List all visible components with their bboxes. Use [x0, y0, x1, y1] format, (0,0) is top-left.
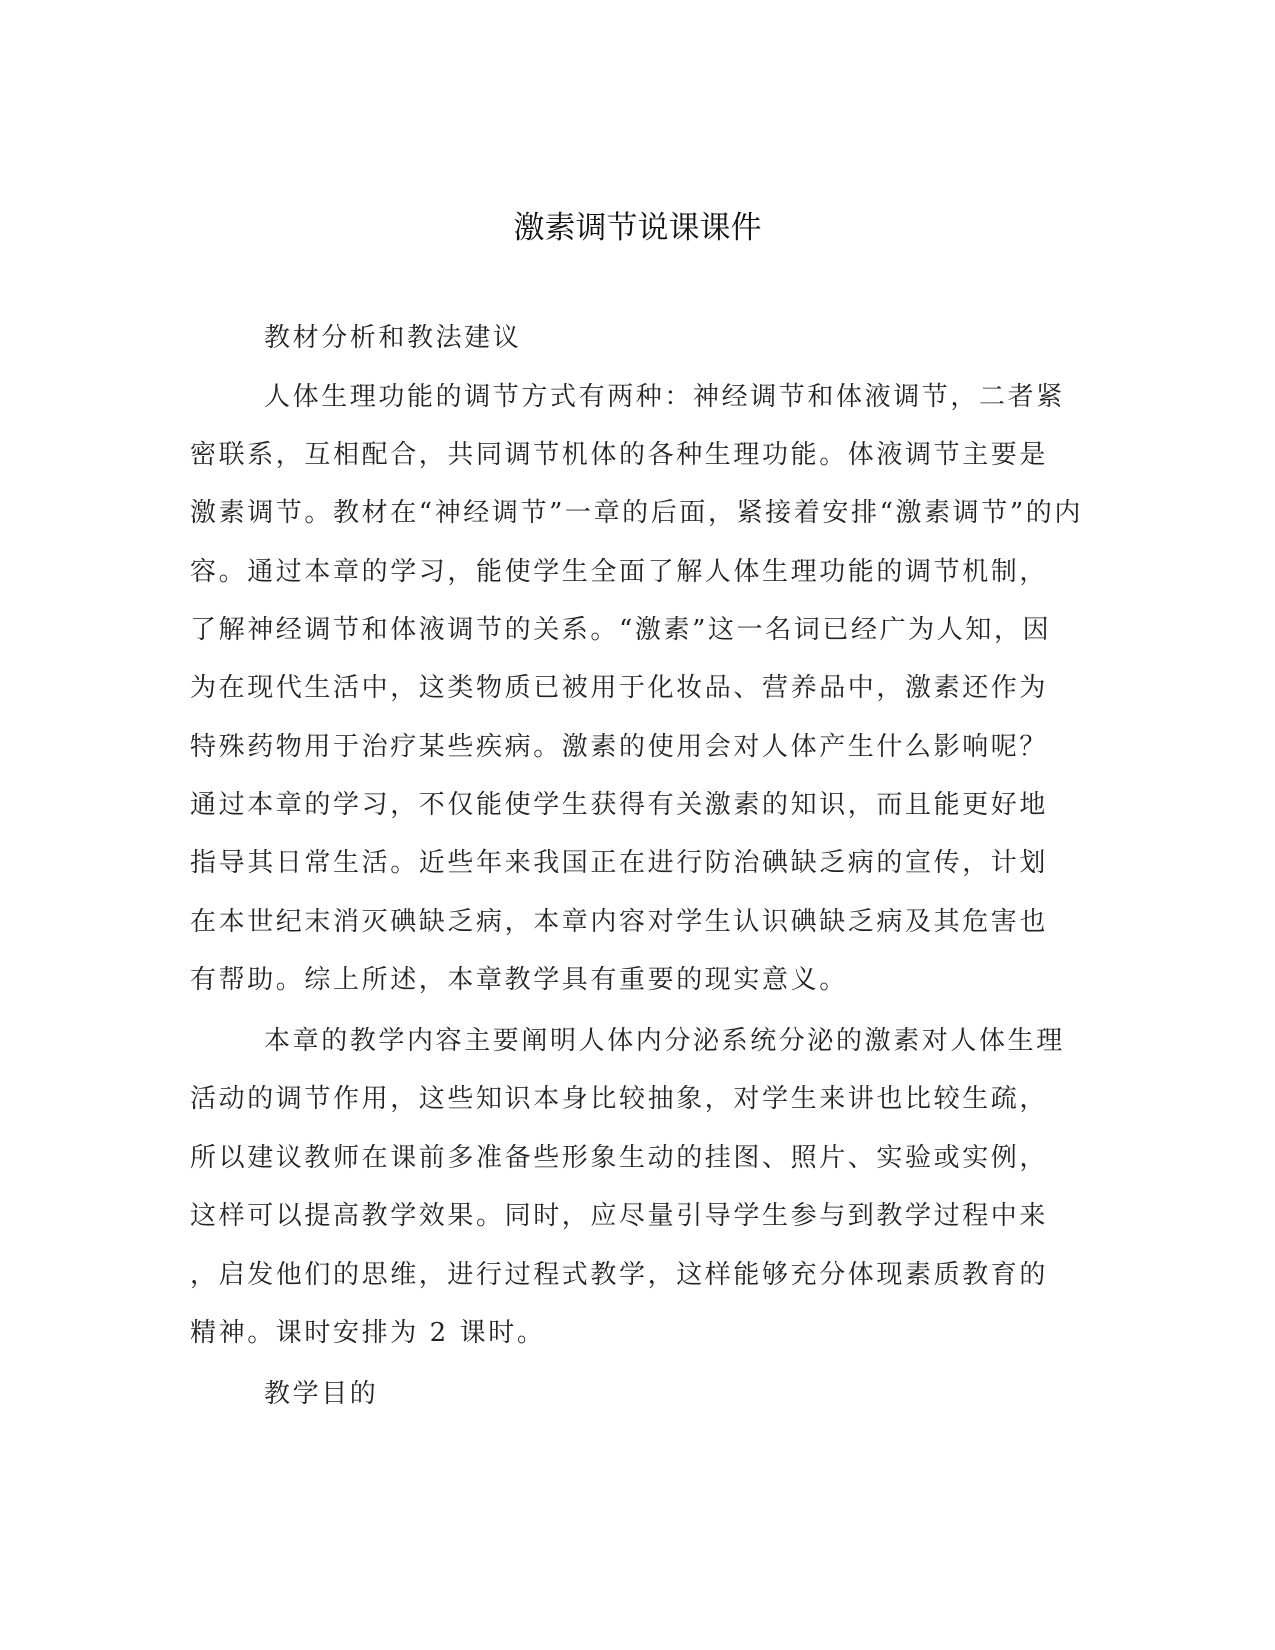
- paragraph-1-line: 为在现代生活中，这类物质已被用于化妆品、营养品中，激素还作为: [190, 673, 1049, 703]
- paragraph-1-line: 密联系，互相配合，共同调节机体的各种生理功能。体液调节主要是: [190, 440, 1049, 470]
- paragraph-2-line: 精神。课时安排为 2 课时。: [190, 1318, 546, 1348]
- document-title: 激素调节说课课件: [513, 210, 762, 246]
- paragraph-1-line: 激素调节。教材在“神经调节”一章的后面，紧接着安排“激素调节”的内: [190, 498, 1083, 528]
- paragraph-2-line: 本章的教学内容主要阐明人体内分泌系统分泌的激素对人体生理: [264, 1026, 1065, 1056]
- section-heading-teaching-analysis: 教材分析和教法建议: [264, 323, 522, 353]
- paragraph-1-line: 有帮助。综上所述，本章教学具有重要的现实意义。: [190, 965, 848, 995]
- paragraph-1-line: 了解神经调节和体液调节的关系。“激素”这一名词已经广为人知，因: [190, 615, 1052, 645]
- paragraph-2-line: 所以建议教师在课前多准备些形象生动的挂图、照片、实验或实例，: [190, 1143, 1049, 1173]
- paragraph-1-line: 在本世纪末消灭碘缺乏病，本章内容对学生认识碘缺乏病及其危害也: [190, 907, 1049, 937]
- paragraph-1-line: 人体生理功能的调节方式有两种：神经调节和体液调节，二者紧: [264, 382, 1065, 412]
- paragraph-2-line: 这样可以提高教学效果。同时，应尽量引导学生参与到教学过程中来: [190, 1201, 1049, 1231]
- paragraph-1-line: 通过本章的学习，不仅能使学生获得有关激素的知识，而且能更好地: [190, 790, 1049, 820]
- section-heading-teaching-goals: 教学目的: [264, 1379, 379, 1409]
- paragraph-1-line: 指导其日常生活。近些年来我国正在进行防治碘缺乏病的宣传，计划: [190, 848, 1049, 878]
- paragraph-1-line: 特殊药物用于治疗某些疾病。激素的使用会对人体产生什么影响呢？: [190, 732, 1049, 762]
- paragraph-2-line: ，启发他们的思维，进行过程式教学，这样能够充分体现素质教育的: [190, 1260, 1049, 1290]
- paragraph-2-line: 活动的调节作用，这些知识本身比较抽象，对学生来讲也比较生疏，: [190, 1084, 1049, 1114]
- paragraph-1-line: 容。通过本章的学习，能使学生全面了解人体生理功能的调节机制，: [190, 557, 1049, 587]
